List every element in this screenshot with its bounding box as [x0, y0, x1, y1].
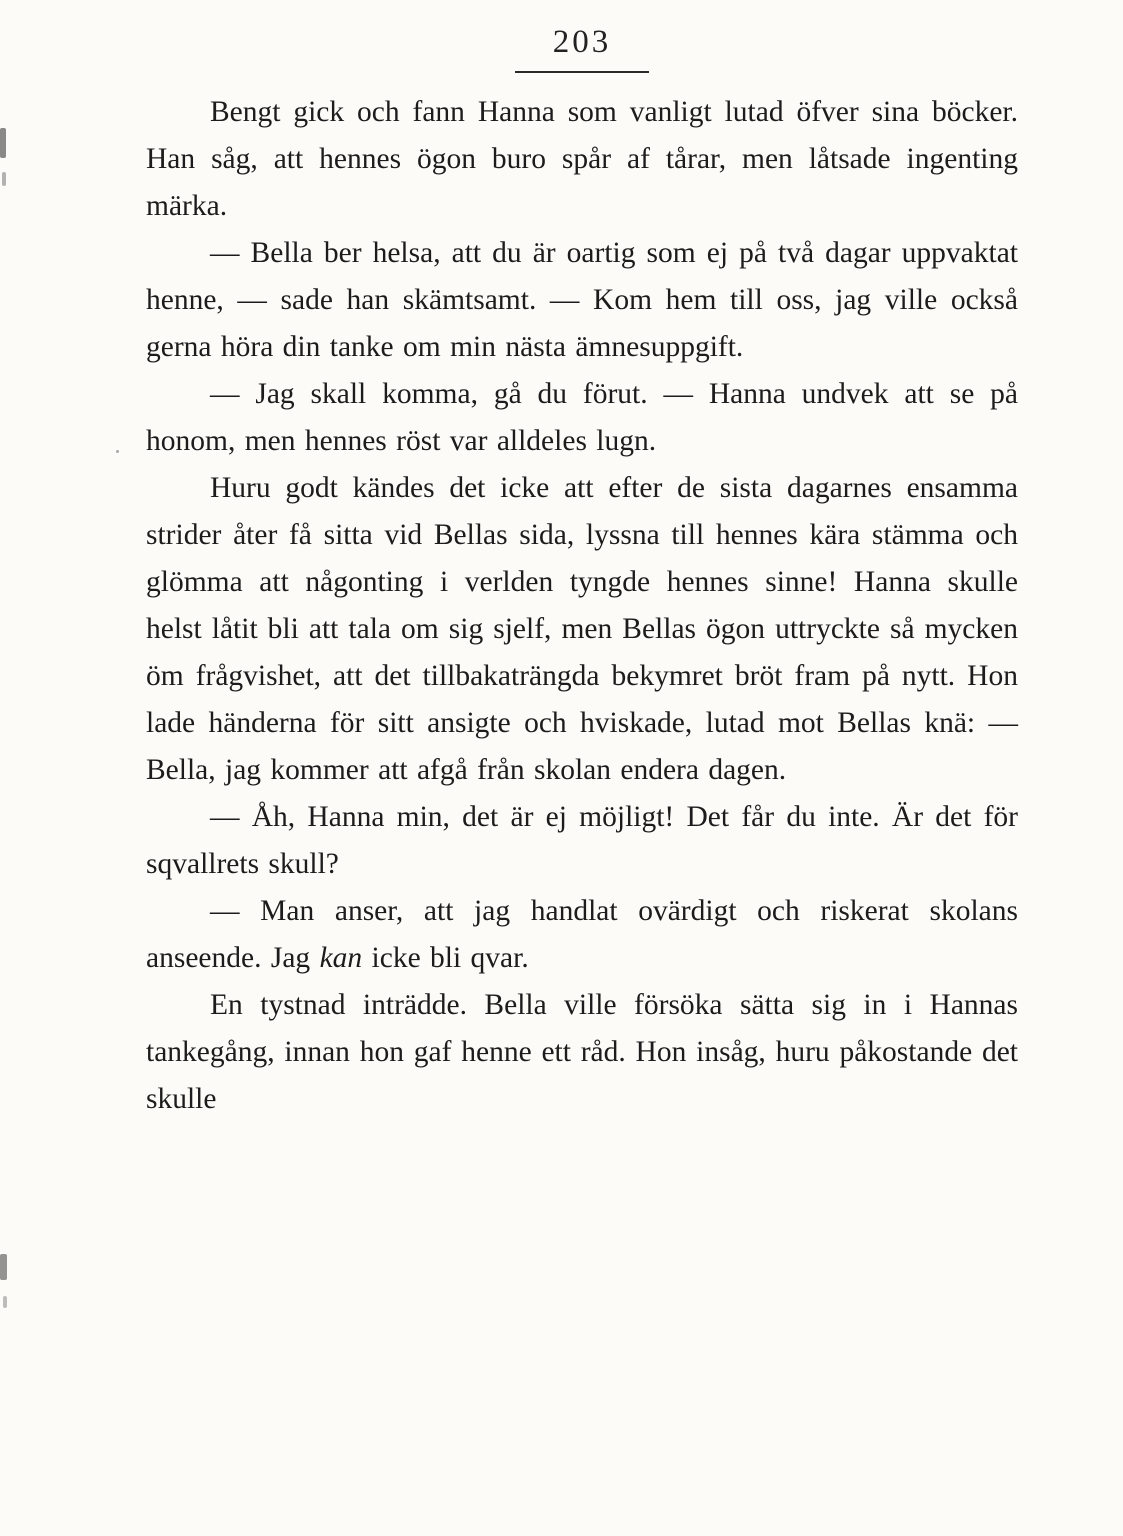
scan-artifact [3, 1296, 7, 1308]
scan-artifact [2, 172, 6, 186]
scan-artifact [0, 128, 6, 158]
body-text [146, 89, 1018, 1123]
scan-artifact [116, 450, 119, 453]
text-segment: icke bli qvar. [362, 942, 529, 974]
paragraph-7: En tystnad inträdde. Bella ville försöka sätta sig in i Hannas tankegång, innan hon gaf henne ett råd. Hon insåg, huru påkostande det skulle [146, 989, 1018, 1115]
page-number: 203 [515, 24, 650, 73]
text-segment: — Man anser, att jag handlat ovärdigt och riskerat skolans anseende. Jag [146, 895, 1018, 974]
paragraph-3: — Jag skall komma, gå du förut. — Hanna undvek att se på honom, men hennes röst var alldeles lugn. [146, 378, 1018, 457]
paragraph-1: Bengt gick och fann Hanna som vanligt lutad öfver sina böcker. Han såg, att hennes ögon buro spår af tårar, men låtsade ingenting märka. [146, 96, 1018, 222]
paragraph-4: Huru godt kändes det icke att efter de sista dagarnes ensamma strider åter få sitta vid Bellas sida, lyssna till hennes kära stämma och glömma att någonting i verlden tyngde hennes sinne! Hanna skulle helst låtit bli att tala om sig sjelf, men Bellas ögon uttryckte så mycken öm frågvishet, att det tillbakaträngda bekymret bröt fram på nytt. Hon lade händerna för sitt ansigte och hviskade, lutad mot Bellas knä: — Bella, jag kommer att afgå från skolan endera dagen. [146, 472, 1018, 786]
paragraph-5: — Åh, Hanna min, det är ej möjligt! Det får du inte. Är det för sqvallrets skull? [146, 801, 1018, 880]
scan-artifact [0, 1254, 7, 1280]
paragraph-2: — Bella ber helsa, att du är oartig som ej på två dagar uppvaktat henne, — sade han skämtsamt. — Kom hem till oss, jag ville också gerna höra din tanke om min nästa ämnesuppgift. [146, 237, 1018, 363]
page-header [146, 0, 1018, 73]
text-segment-italic: kan [319, 942, 363, 974]
paragraph-6 [146, 888, 1018, 982]
